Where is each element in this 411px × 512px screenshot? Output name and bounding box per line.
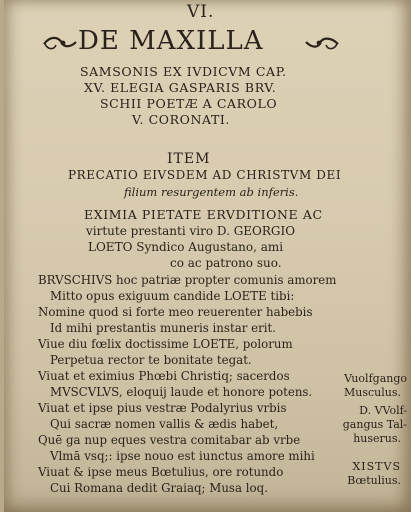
dedication-line-3: LOETO Syndico Augustano, ami	[88, 240, 284, 254]
heading-line-4: V. CORONATI.	[132, 112, 230, 127]
item-heading: ITEM	[167, 151, 211, 167]
heading-line-1: SAMSONIS EX IVDICVM CAP.	[80, 64, 287, 79]
heading-line-2: XV. ELEGIA GASPARIS BRV.	[84, 80, 277, 95]
side-note-1-line-1: Vuolfgango	[344, 372, 407, 385]
verse-line-7: Viuat et eximius Phœbi Christiq; sacerdos	[38, 369, 290, 383]
verse-line-2: Mitto opus exiguum candide LOETE tibi:	[50, 289, 295, 303]
side-note-3-line-1: XISTVS	[352, 460, 401, 473]
side-note-2-line-2: gangus Tal-	[342, 418, 407, 431]
precatio-line-2: filium resurgentem ab inferis.	[124, 185, 299, 199]
verse-line-14: Cui Romana dedit Graiaq; Musa loq.	[50, 481, 268, 495]
left-flourish-ornament-icon	[42, 32, 78, 54]
heading-line-3: SCHII POETÆ A CAROLO	[100, 96, 278, 111]
verse-line-4: Id mihi prestantis muneris instar erit.	[50, 321, 277, 335]
verse-line-3: Nomine quod si forte meo reuerenter habebis	[38, 305, 313, 319]
side-note-1-line-2: Musculus.	[344, 386, 401, 399]
verse-line-10: Qui sacræ nomen vallis & ædis habet,	[50, 417, 279, 431]
verse-line-8: MVSCVLVS, eloquij laude et honore potens.	[50, 385, 313, 399]
verse-line-11: Quē ga nup eques vestra comitabar ab vrbe	[38, 433, 301, 447]
main-title: DE MAXILLA	[78, 26, 264, 56]
title-row	[42, 26, 342, 60]
book-page	[4, 0, 411, 512]
dedication-line-4: co ac patrono suo.	[170, 256, 282, 270]
verse-line-9: Viuat et ipse pius vestræ Podalyrius vrbis	[38, 401, 287, 415]
verse-line-6: Perpetua rector te bonitate tegat.	[50, 353, 252, 367]
side-note-2-line-3: huserus.	[353, 432, 401, 445]
precatio-line-1: PRECATIO EIVSDEM AD CHRISTVM DEI	[68, 168, 342, 182]
side-note-3-line-2: Bœtulius.	[347, 474, 401, 487]
right-flourish-ornament-icon	[304, 32, 340, 54]
verse-line-1: BRVSCHIVS hoc patriæ propter comunis amorem	[38, 273, 337, 287]
dedication-line-1: EXIMIA PIETATE ERVDITIONE AC	[84, 207, 323, 222]
verse-line-12: Vlmā vsq;: ipse nouo est iunctus amore mihi	[50, 449, 315, 463]
verse-line-13: Viuat & ipse meus Bœtulius, ore rotundo	[38, 465, 284, 479]
side-note-2-line-1: D. VVolf-	[359, 404, 407, 417]
verse-line-5: Viue diu fœlix doctissime LOETE, polorum	[38, 337, 293, 351]
folio-number: VI.	[187, 2, 215, 22]
dedication-line-2: virtute prestanti viro D. GEORGIO	[86, 224, 296, 238]
